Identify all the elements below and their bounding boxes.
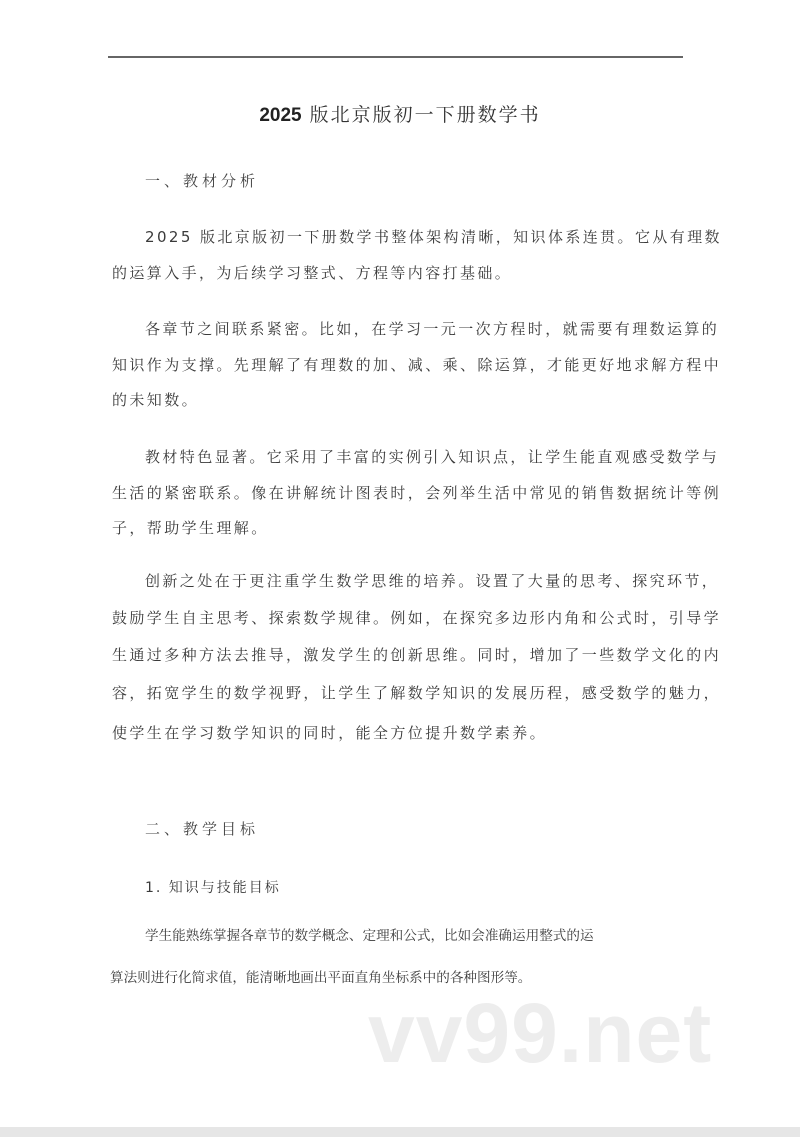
page-title <box>0 100 800 127</box>
paragraph-line: 子，帮助学生理解。 <box>112 519 269 537</box>
paragraph-line: 的未知数。 <box>112 391 200 409</box>
title-year: 2025 <box>259 105 302 126</box>
paragraph-line: 生活的紧密联系。像在讲解统计图表时，会列举生活中常见的销售数据统计等例 <box>112 484 722 502</box>
paragraph-line: 容，拓宽学生的数学视野，让学生了解数学知识的发展历程，感受数学的魅力， <box>112 684 722 702</box>
paragraph-line: 各章节之间联系紧密。比如，在学习一元一次方程时，就需要有理数运算的 <box>145 320 720 338</box>
paragraph-line: 学生能熟练掌握各章节的数学概念、定理和公式，比如会准确运用整式的运 <box>145 928 594 944</box>
paragraph-line: 使学生在学习数学知识的同时，能全方位提升数学素养。 <box>112 724 548 742</box>
paragraph-line: 鼓励学生自主思考、探索数学规律。例如，在探究多边形内角和公式时，引导学 <box>112 609 722 627</box>
header-rule <box>108 56 683 58</box>
paragraph-line: 的运算入手，为后续学习整式、方程等内容打基础。 <box>112 264 513 282</box>
section-heading-2: 二、教学目标 <box>145 820 260 838</box>
paragraph-line: 知识作为支撑。先理解了有理数的加、减、乘、除运算，才能更好地求解方程中 <box>112 356 722 374</box>
watermark: vv99.net <box>368 986 713 1080</box>
section-heading-1: 一、教材分析 <box>145 172 260 190</box>
subsection-heading: 1. 知识与技能目标 <box>145 880 281 896</box>
title-text: 版北京版初一下册数学书 <box>301 104 541 126</box>
paragraph-line: 算法则进行化简求值，能清晰地画出平面直角坐标系中的各种图形等。 <box>110 970 532 986</box>
paragraph-line: 创新之处在于更注重学生数学思维的培养。设置了大量的思考、探究环节， <box>145 572 720 590</box>
paragraph-line: 生通过多种方法去推导，激发学生的创新思维。同时，增加了一些数学文化的内 <box>112 646 722 664</box>
paragraph-line: 教材特色显著。它采用了丰富的实例引入知识点，让学生能直观感受数学与 <box>145 448 720 466</box>
paragraph-line: 2025 版北京版初一下册数学书整体架构清晰，知识体系连贯。它从有理数 <box>145 228 722 246</box>
page-bottom-edge <box>0 1127 800 1137</box>
